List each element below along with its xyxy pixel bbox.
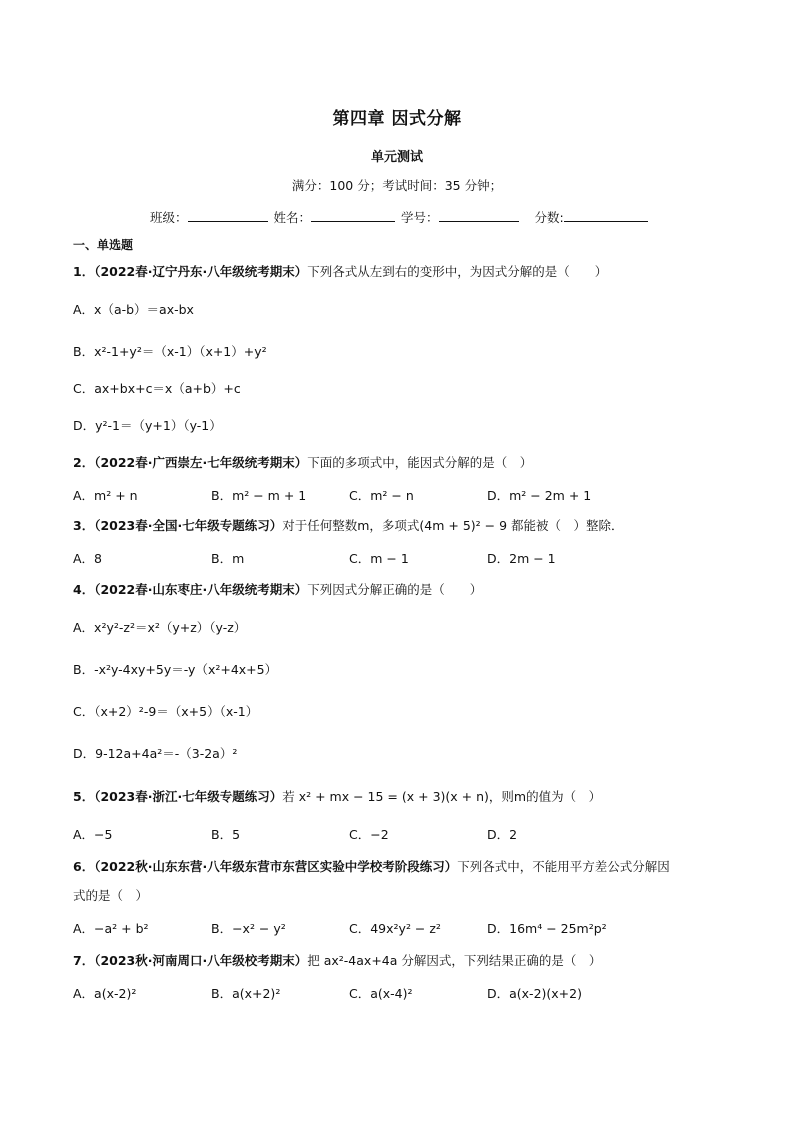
question-source: （2022春·辽宁丹东·八年级统考期末）: [94, 264, 308, 279]
option-2d[interactable]: D．m² − 2m + 1: [487, 488, 592, 503]
question-6-continued: 式的是（ ）: [73, 888, 149, 903]
question-number: 5．: [73, 789, 95, 804]
question-1: [73, 262, 607, 280]
page-title: 第四章 因式分解: [332, 109, 462, 129]
question-number: 2．: [73, 455, 95, 470]
option-2a[interactable]: A．m² + n: [73, 488, 138, 503]
name-blank[interactable]: [311, 209, 395, 222]
option-7c[interactable]: C．a(x-4)²: [349, 986, 413, 1001]
class-blank[interactable]: [188, 209, 268, 222]
exam-info: 满分：100 分；考试时间：35 分钟；: [291, 178, 503, 193]
option-5d[interactable]: D．2: [487, 827, 518, 842]
option-4d[interactable]: D．9-12a+4a²＝-（3-2a）²: [73, 746, 238, 761]
question-3: [73, 516, 624, 534]
score-label: 分数:: [534, 210, 564, 225]
question-number: 7．: [73, 953, 95, 968]
question-number: 1．: [73, 264, 95, 279]
option-3b[interactable]: B．m: [211, 551, 245, 566]
student-fields: [150, 208, 650, 226]
question-text: 对于任何整数m，多项式(4m + 5)² − 9 都能被（ ）整除．: [282, 518, 624, 533]
option-3c[interactable]: C．m − 1: [349, 551, 409, 566]
question-text: 下面的多项式中，能因式分解的是（ ）: [307, 455, 533, 470]
id-blank[interactable]: [439, 209, 519, 222]
question-text: 把 ax²-4ax+4a 分解因式，下列结果正确的是（ ）: [307, 953, 602, 968]
question-7: [73, 951, 601, 969]
option-6c[interactable]: C．49x²y² − z²: [349, 921, 441, 936]
question-4: [73, 580, 482, 598]
question-source: （2023秋·河南周口·八年级校考期末）: [94, 953, 308, 968]
option-2c[interactable]: C．m² − n: [349, 488, 414, 503]
option-1b[interactable]: B．x²-1+y²＝（x-1）（x+1）+y²: [73, 344, 267, 359]
option-5b[interactable]: B．5: [211, 827, 241, 842]
option-7a[interactable]: A．a(x-2)²: [73, 986, 137, 1001]
option-7d[interactable]: D．a(x-2)(x+2): [487, 986, 582, 1001]
question-source: （2022秋·山东东营·八年级东营市东营区实验中学校考阶段练习）: [94, 859, 458, 874]
question-text: 下列各式从左到右的变形中，为因式分解的是（ ）: [307, 264, 608, 279]
option-1d[interactable]: D．y²-1＝（y+1）（y-1）: [73, 418, 222, 433]
option-2b[interactable]: B．m² − m + 1: [211, 488, 307, 503]
option-6b[interactable]: B．−x² − y²: [211, 921, 286, 936]
option-6d[interactable]: D．16m⁴ − 25m²p²: [487, 921, 607, 936]
question-number: 3．: [73, 518, 95, 533]
question-6: [73, 857, 670, 875]
option-5a[interactable]: A．−5: [73, 827, 113, 842]
question-source: （2022春·广西崇左·七年级统考期末）: [94, 455, 308, 470]
question-source: （2023春·浙江·七年级专题练习）: [94, 789, 283, 804]
option-3a[interactable]: A．8: [73, 551, 103, 566]
question-number: 6．: [73, 859, 95, 874]
question-source: （2023春·全国·七年级专题练习）: [94, 518, 283, 533]
question-source: （2022春·山东枣庄·八年级统考期末）: [94, 582, 308, 597]
option-1a[interactable]: A．x（a-b）＝ax-bx: [73, 302, 194, 317]
section-heading: 一、单选题: [73, 238, 134, 252]
option-4a[interactable]: A．x²y²-z²＝x²（y+z）（y-z）: [73, 620, 247, 635]
question-2: [73, 453, 532, 471]
question-text: 下列各式中，不能用平方差公式分解因: [457, 859, 670, 874]
option-7b[interactable]: B．a(x+2)²: [211, 986, 281, 1001]
question-text: 若 x² + mx − 15 = (x + 3)(x + n)，则m的值为（ ）: [282, 789, 602, 804]
option-3d[interactable]: D．2m − 1: [487, 551, 556, 566]
question-text: 下列因式分解正确的是（ ）: [307, 582, 483, 597]
page-subtitle: 单元测试: [370, 150, 423, 165]
question-number: 4．: [73, 582, 95, 597]
question-5: [73, 787, 601, 805]
score-blank[interactable]: [564, 209, 648, 222]
option-1c[interactable]: C．ax+bx+c＝x（a+b）+c: [73, 381, 241, 396]
option-5c[interactable]: C．−2: [349, 827, 389, 842]
option-4b[interactable]: B．-x²y-4xy+5y＝-y（x²+4x+5）: [73, 662, 278, 677]
option-6a[interactable]: A．−a² + b²: [73, 921, 149, 936]
id-label: 学号：: [401, 210, 439, 225]
name-label: 姓名：: [273, 210, 312, 225]
class-label: 班级：: [150, 210, 188, 225]
option-4c[interactable]: C．（x+2）²-9＝（x+5）（x-1）: [73, 704, 259, 719]
